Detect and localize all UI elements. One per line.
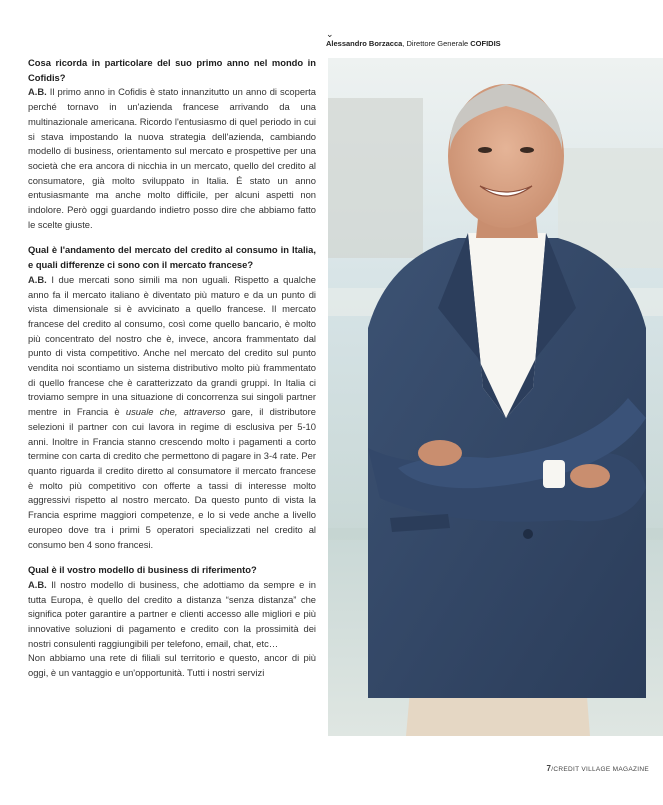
answer-3-text: Il nostro modello di business, che adottiamo da sempre e in tutta Europa, è quello del credito a distanza “senza distanza” che significa poter garantire a partner e clienti accesso alle migliori e più innovative soluzioni di pagamento e credito con la prossimità dei nostri consulenti raggiungibili per telefono, email, chat, etc… — [28, 578, 316, 649]
magazine-name: CREDIT VILLAGE MAGAZINE — [553, 766, 649, 773]
qa-block-2 — [28, 243, 316, 552]
answer-3-continued: Non abbiamo una rete di filiali sul territorio e questo, ancor di più oggi, è un vantaggio e un'opportunità. Tutti i nostri servizi — [28, 652, 316, 679]
answer-2-italic: usuale che, attraverso — [125, 406, 226, 418]
answer-initials: A.B. — [28, 273, 47, 285]
chevron-down-icon: ⌄ — [326, 29, 334, 39]
qa-block-1 — [28, 56, 316, 232]
answer-1-text: Il primo anno in Cofidis è stato innanzitutto un anno di scoperta perché tornavo in un'azienda francese arrivando da una multinazionale americana. Ricordo l'entusiasmo di quel periodo in cui si stava impostando la nuova strategia dell'azienda, cambiando modello di business, orientamento sul mercato e prospettive per una società che era ancora di nicchia in un mercato, quello del credito al consumatore, già molto sviluppato in Italia. É stato un anno entusiasmante ma anche molto difficile, per alcuni aspetti non indolore. Però oggi guardando indietro posso dire che abbiamo fatto le scelte giuste. — [28, 86, 316, 230]
answer-2-text-a: I due mercati sono simili ma non uguali. Rispetto a qualche anno fa il mercato italiano è diventato più maturo e da un punto di vista dimensionale si è avvicinato a quello francese. Il mercato francese del credito al consumo, così come quello bancario, è molto più concentrato del nostro che è, invece, ancora frammentato dal punto di vista competitivo. Anche nel mercato del credito sul punto vendita noi scontiamo un sistema distributivo molto più frammentato di quello francese che è caratterizzato da grandi gruppi. In Italia ci troviamo sempre in una situazione di concorrenza sui singoli partner mentre in Francia è — [28, 273, 316, 418]
photo-caption — [326, 29, 656, 52]
qa-block-3 — [28, 563, 316, 681]
caption-role: , Direttore Generale — [402, 39, 471, 48]
answer-initials: A.B. — [28, 578, 47, 590]
question-3: Qual è il vostro modello di business di riferimento? — [28, 564, 257, 576]
answer-2-text-b: gare, il distributore selezioni il partner con cui lavora in regime di esclusiva per 5-10 anni. Inoltre in Francia stanno crescendo molto i pagamenti a corto termine con carta di credito che permettono di pagare in 3-4 rate. Per quanto riguarda il credito diretto al consumatore il mercato francese è molto più competitivo con offerte a tassi di interesse molto aggressivi rispetto al nostro mercato. Da questo punto di vista la Francia esprime maggiori competenze, e lo si vede anche a livello europeo dove tra i primi 5 operatori specializzati nel credito al consumo ben 4 sono francesi. — [28, 406, 316, 550]
caption-brand: COFIDIS — [470, 39, 501, 48]
page-footer — [547, 764, 650, 773]
portrait-photo — [328, 58, 663, 736]
page-number: 7 — [546, 764, 552, 773]
interview-text-column — [28, 56, 316, 692]
footer-separator: / — [551, 766, 554, 773]
answer-1 — [28, 85, 316, 232]
question-1: Cosa ricorda in particolare del suo primo anno nel mondo in Cofidis? — [28, 57, 316, 83]
question-2: Qual è l'andamento del mercato del credito al consumo in Italia, e quali differenze ci sono con il mercato francese? — [28, 244, 316, 271]
caption-name: Alessandro Borzacca — [326, 39, 403, 48]
answer-2 — [28, 273, 316, 552]
portrait-illustration — [328, 58, 663, 736]
answer-initials: A.B. — [28, 86, 47, 98]
answer-3 — [28, 578, 316, 652]
